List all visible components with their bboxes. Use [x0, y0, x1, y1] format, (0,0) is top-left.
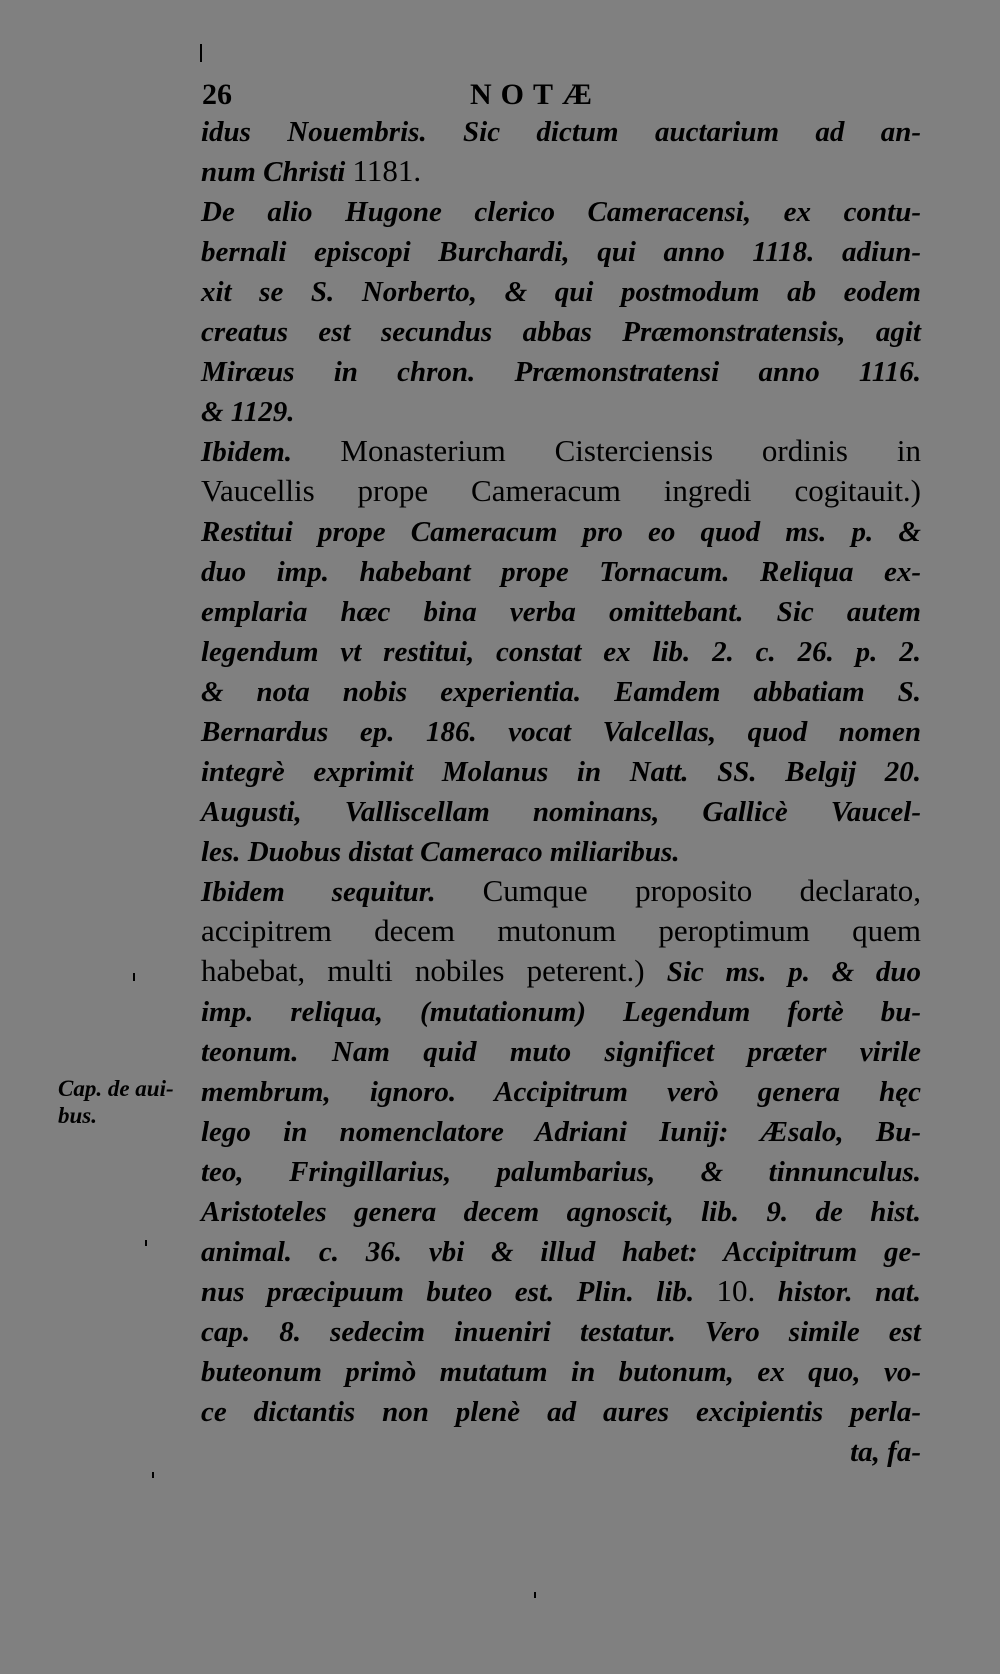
italic-text: ce dictantis non plenè ad aures excipientis perla-: [201, 1396, 921, 1428]
margin-note-line: Cap. de aui-: [58, 1076, 174, 1101]
text-line: [201, 911, 921, 951]
text-line: [201, 391, 921, 431]
text-line: [201, 151, 921, 191]
roman-text: habebat, multi nobiles peterent.): [201, 953, 667, 988]
body-text: [201, 111, 921, 1471]
text-line: [201, 1271, 921, 1311]
text-line: [201, 1111, 921, 1151]
scan-speck: [534, 1592, 536, 1598]
text-line: [201, 1071, 921, 1111]
italic-text: & 1129.: [201, 396, 295, 428]
text-line: [201, 311, 921, 351]
text-line: [201, 1231, 921, 1271]
text-line: [201, 631, 921, 671]
text-line: [201, 1031, 921, 1071]
text-line: [201, 991, 921, 1031]
italic-text: nus præcipuum buteo est. Plin. lib.: [201, 1276, 717, 1308]
text-line: [201, 431, 921, 471]
italic-text: Bernardus ep. 186. vocat Valcellas, quod nomen: [201, 716, 921, 748]
italic-text: creatus est secundus abbas Præmonstratensis, agit: [201, 316, 921, 348]
italic-text: imp. reliqua, (mutationum) Legendum fortè bu-: [201, 996, 921, 1028]
roman-text: Monasterium Cisterciensis ordinis in: [340, 433, 921, 468]
italic-text: idus Nouembris. Sic dictum auctarium ad an-: [201, 116, 921, 148]
italic-text: animal. c. 36. vbi & illud habet: Accipitrum ge-: [201, 1236, 921, 1268]
text-line: [201, 871, 921, 911]
text-line: [201, 751, 921, 791]
running-title: NOTÆ: [470, 78, 602, 111]
page-header: [202, 78, 922, 114]
italic-text: legendum vt restitui, constat ex lib. 2. c. 26. p. 2.: [201, 636, 921, 668]
text-line: [201, 231, 921, 271]
italic-text: Ibidem sequitur.: [201, 876, 483, 908]
text-line: [201, 1191, 921, 1231]
italic-text: Ibidem.: [201, 436, 341, 468]
text-line: [201, 1351, 921, 1391]
text-line: [201, 351, 921, 391]
text-line: [201, 1151, 921, 1191]
italic-text: & nota nobis experientia. Eamdem abbatiam S.: [201, 676, 921, 708]
italic-text: buteonum primò mutatum in butonum, ex quo, vo-: [201, 1356, 921, 1388]
italic-text: lego in nomenclatore Adriani Iunij: Æsalo, Bu-: [201, 1116, 921, 1148]
text-line: [201, 951, 921, 991]
italic-text: les. Duobus distat Cameraco miliaribus.: [201, 836, 680, 868]
text-line: [201, 791, 921, 831]
scan-speck: [133, 973, 135, 981]
italic-text: ta, fa-: [850, 1436, 921, 1468]
text-line: [201, 271, 921, 311]
page-number: 26: [202, 78, 232, 111]
text-line: [201, 551, 921, 591]
italic-text: histor. nat.: [755, 1276, 922, 1308]
roman-text: Vaucellis prope Cameracum ingredi cogitauit.): [201, 473, 921, 508]
text-line: [201, 191, 921, 231]
italic-text: Aristoteles genera decem agnoscit, lib. 9. de hist.: [201, 1196, 921, 1228]
roman-text: accipitrem decem mutonum peroptimum quem: [201, 913, 921, 948]
text-line: [201, 1391, 921, 1431]
text-line: [201, 1431, 921, 1471]
roman-text: 10.: [716, 1273, 756, 1308]
italic-text: Sic ms. p. & duo: [666, 956, 921, 988]
italic-text: num Christi: [201, 156, 353, 188]
italic-text: teo, Fringillarius, palumbarius, & tinnunculus.: [201, 1156, 921, 1188]
text-line: [201, 471, 921, 511]
italic-text: bernali episcopi Burchardi, qui anno 1118. adiun-: [201, 236, 921, 268]
italic-text: duo imp. habebant prope Tornacum. Reliqua ex-: [201, 556, 921, 588]
margin-note: [58, 1075, 208, 1129]
italic-text: teonum. Nam quid muto significet præter virile: [201, 1036, 921, 1068]
text-line: [201, 1311, 921, 1351]
roman-text: Cumque proposito declarato,: [482, 873, 921, 908]
text-line: [201, 591, 921, 631]
scan-speck: [152, 1472, 154, 1478]
text-line: [201, 831, 921, 871]
italic-text: De alio Hugone clerico Cameracensi, ex contu-: [201, 196, 921, 228]
italic-text: Restitui prope Cameracum pro eo quod ms. p. &: [201, 516, 921, 548]
text-line: [201, 511, 921, 551]
italic-text: Miræus in chron. Præmonstratensi anno 1116.: [201, 356, 921, 388]
scan-speck: [200, 44, 202, 62]
italic-text: Augusti, Valliscellam nominans, Gallicè Vaucel-: [201, 796, 921, 828]
italic-text: membrum, ignoro. Accipitrum verò genera hęc: [201, 1076, 921, 1108]
margin-note-line: bus.: [58, 1103, 97, 1128]
text-line: [201, 671, 921, 711]
italic-text: xit se S. Norberto, & qui postmodum ab eodem: [201, 276, 921, 308]
italic-text: emplaria hæc bina verba omittebant. Sic autem: [201, 596, 921, 628]
text-line: [201, 711, 921, 751]
italic-text: cap. 8. sedecim inueniri testatur. Vero simile est: [201, 1316, 921, 1348]
roman-text: 1181.: [352, 153, 422, 188]
italic-text: integrè exprimit Molanus in Natt. SS. Belgij 20.: [201, 756, 921, 788]
scan-speck: [145, 1240, 147, 1246]
text-line: [201, 111, 921, 151]
